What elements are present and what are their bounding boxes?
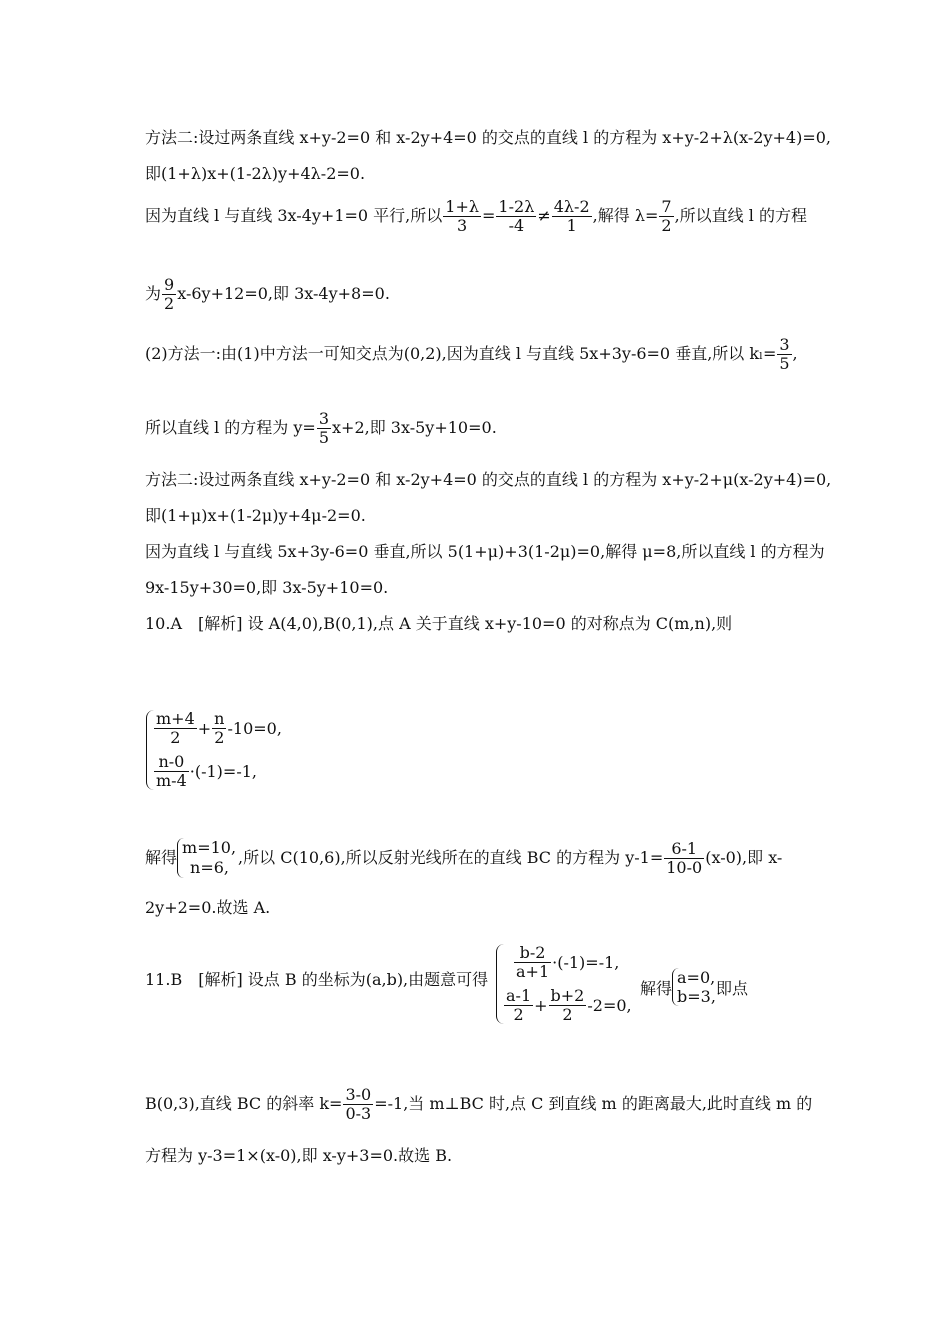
question-10-heading: 10.A [解析] 设 A(4,0),B(0,1),点 A 关于直线 x+y-10=0 的对称点为 C(m,n),则: [145, 614, 733, 633]
text-run: 解得: [145, 848, 178, 867]
text-run: ·(-1)=-1,: [189, 762, 257, 781]
text-run: -2=0,: [587, 996, 632, 1015]
text-line: [145, 198, 807, 235]
text-line: [145, 410, 497, 447]
fraction: $\frac{7}{2}$: [661, 197, 672, 235]
fraction: $\frac{1+\lambda}{3}$: [445, 197, 480, 235]
text-run: -10=0,: [227, 719, 282, 738]
equation-row: [503, 987, 632, 1024]
equation-row: n=6,: [190, 858, 229, 877]
fraction: $\frac{n-0}{m-4}$: [156, 752, 187, 790]
fraction: $\frac{9}{2}$: [164, 275, 175, 313]
text-line: 方法二:设过两条直线 x+y-2=0 和 x-2y+4=0 的交点的直线 l 的方程为 x+y-2+λ(x-2y+4)=0,: [145, 128, 832, 147]
solution-system: [177, 838, 236, 878]
text-run: x+2,即 3x-5y+10=0.: [332, 418, 497, 437]
operator: +: [534, 996, 548, 1015]
equation-row: [503, 944, 632, 981]
fraction: $\frac{4\lambda-2}{1}$: [553, 197, 590, 235]
text-run: 因为直线 l 与直线 3x-4y+1=0 平行,所以: [145, 206, 443, 225]
solution-line: [640, 968, 748, 1006]
fraction: $\frac{3-0}{0-3}$: [345, 1085, 372, 1123]
text-run: ≠: [537, 206, 551, 225]
fraction: $\frac{6-1}{10-0}$: [666, 838, 703, 877]
text-line: [145, 336, 798, 373]
text-line: 即(1+μ)x+(1-2μ)y+4μ-2=0.: [145, 506, 366, 525]
fraction: $\frac{n}{2}$: [214, 709, 225, 747]
text-run: ,解得 λ=: [592, 206, 659, 225]
text-line: [145, 838, 782, 878]
operator: +: [197, 719, 212, 738]
text-run: 为: [145, 284, 162, 303]
text-run: =: [482, 206, 496, 225]
equation-row: [153, 753, 282, 790]
text-run: B(0,3),直线 BC 的斜率 k=: [145, 1094, 343, 1113]
text-run: ·(-1)=-1,: [552, 953, 620, 972]
fraction: $\frac{3}{5}$: [779, 335, 790, 373]
text-line: 方法二:设过两条直线 x+y-2=0 和 x-2y+4=0 的交点的直线 l 的方程为 x+y-2+μ(x-2y+4)=0,: [145, 470, 832, 489]
text-run: 所以直线 l 的方程为 y=: [145, 418, 316, 437]
fraction: $\frac{3}{5}$: [318, 409, 330, 447]
fraction: $\frac{b-2}{a+1}$: [516, 943, 550, 981]
text-run: ,所以直线 l 的方程: [674, 206, 807, 225]
text-run: =-1,当 m⊥BC 时,点 C 到直线 m 的距离最大,此时直线 m 的: [374, 1094, 813, 1113]
text-line: 即(1+λ)x+(1-2λ)y+4λ-2=0.: [145, 164, 366, 183]
fraction: $\frac{m+4}{2}$: [156, 709, 195, 747]
equation-row: a=0,: [677, 968, 716, 987]
text-run: (x-0),即 x-: [705, 848, 783, 867]
text-run: (2)方法一:由(1)中方法一可知交点为(0,2),因为直线 l 与直线 5x+3y-6=0 垂直,所以 kₗ=: [145, 344, 777, 363]
text-line: 2y+2=0.故选 A.: [145, 898, 271, 917]
text-line: [145, 1086, 812, 1123]
text-run: ,: [792, 344, 798, 363]
text-line: 9x-15y+30=0,即 3x-5y+10=0.: [145, 578, 389, 597]
text-line: 方程为 y-3=1×(x-0),即 x-y+3=0.故选 B.: [145, 1146, 453, 1165]
text-run: 解得: [640, 978, 673, 998]
solution-system: [672, 968, 716, 1006]
fraction: $\frac{b+2}{2}$: [550, 986, 585, 1024]
text-line: 因为直线 l 与直线 5x+3y-6=0 垂直,所以 5(1+μ)+3(1-2μ)=0,解得 μ=8,所以直线 l 的方程为: [145, 542, 825, 561]
text-run: 即点: [715, 978, 748, 998]
text-line: [145, 276, 390, 313]
question-11-heading: 11.B [解析] 设点 B 的坐标为(a,b),由题意可得: [145, 970, 489, 989]
equation-row: [153, 710, 282, 747]
equation-system: [496, 944, 632, 1024]
text-run: ,所以 C(10,6),所以反射光线所在的直线 BC 的方程为 y-1=: [238, 848, 664, 867]
equation-system: [146, 710, 282, 790]
text-run: x-6y+12=0,即 3x-4y+8=0.: [177, 284, 390, 303]
fraction: $\frac{1-2\lambda}{-4}$: [498, 197, 535, 235]
equation-row: b=3,: [677, 987, 716, 1006]
equation-row: m=10,: [182, 838, 237, 857]
fraction: $\frac{a-1}{2}$: [506, 986, 532, 1024]
